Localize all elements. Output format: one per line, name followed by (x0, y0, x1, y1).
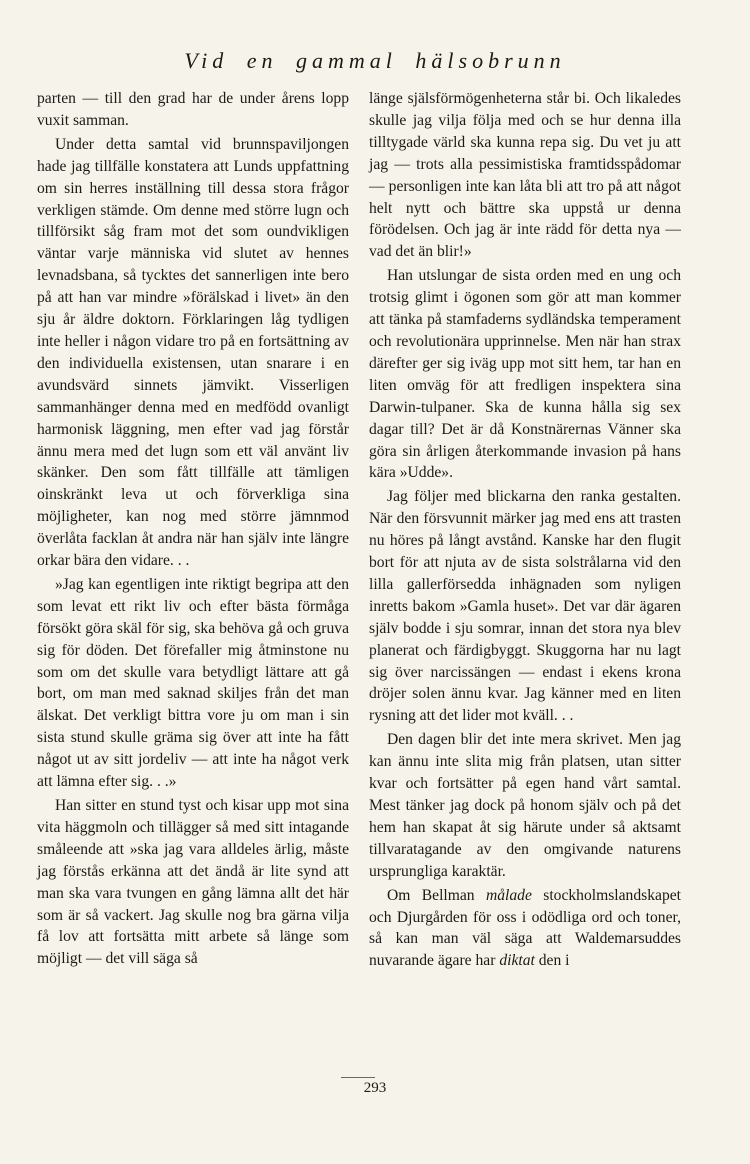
emphasis-malade: målade (485, 886, 532, 904)
running-head: Vid en gammal hälsobrunn (184, 48, 566, 73)
paragraph: parten — till den grad har de under årens lopp vuxit samman. (37, 90, 349, 129)
text-run: den i (534, 952, 570, 970)
paragraph: Den dagen blir det inte mera skrivet. Men jag kan ännu inte slita mig från platsen, utan sitter kvar och fortsätter på egen hand vårt samtal. Mest tänker jag dock på honom själv och på det hem han skapat åt sig härute under så aktsamt tillvaratagande av den omgivande naturens ursprungliga karaktär. (369, 731, 681, 880)
paragraph: Han sitter en stund tyst och kisar upp mot sina vita häggmoln och tillägger så med sitt intagande småleende att »ska jag vara alldeles ärlig, måste jag förstås erkänna att det ändå är lite synd att man ska vara tvungen en gång lämna allt det här som är så vackert. Jag skulle nog bra gärna vilja få lov att fortsätta mitt arbete så länge som möjligt — det vill säga så (37, 797, 349, 968)
paragraph: Jag följer med blickarna den ranka gestalten. När den försvunnit märker jag med ens att trasten nu höres på långt avstånd. Kanske har den flugit bort för att njuta av de sista solstrålarna vid den lilla gallerförsedda inhägnaden som nyligen inretts bakom »Gamla huset». Det var där ägaren själv bodde i sju somrar, innan det stora nya blev planerat och färdigbyggt. Skuggorna har nu lagt sig över narcissängen — endast i ekens krona dröjer solen ännu kvar. Jag känner med en liten rysning att det lider mot kväll. . . (369, 488, 681, 725)
paragraph (369, 885, 681, 973)
folio-rule (341, 1077, 375, 1078)
text-run: stockholmslandskapet och Djurgården för oss i odödliga ord och toner, så kan man väl säga att Waldemarsuddes nuvarande ägare har (369, 886, 681, 970)
right-column (369, 88, 681, 972)
text-run: Om Bellman (387, 886, 486, 904)
left-column (37, 88, 349, 970)
paragraph: Under detta samtal vid brunnspaviljongen hade jag tillfälle konstatera att Lunds uppfattning om sin herres inställning till dessa stora frågor verkligen stämde. Om denne med större lugn och tillförsikt såg fram mot det som oundvikligen väntar varje människa vid slutet av hennes levnadsbana, så tycktes det sannerligen inte bero på att han var mindre »förälskad i livet» än den sju år äldre doktorn. Förklaringen låg tydligen inte heller i någon vidare tro på en fortsättning av den individuella existensen, utan snarare i en avundsvärd sinnets jämvikt. Visserligen sammanhänger denna med en medfödd ovanligt harmonisk läggning, men efter vad jag förstår ännu mera med det lugn som ett väl använt liv skänker. Den som fått tillfälle att tämligen oinskränkt leva ut och förverkliga sina möjligheter, kan nog med större jämnmod överlåta facklan åt andra när han själv inte längre orkar bära den vidare. . . (37, 135, 349, 570)
page-number: 293 (363, 1080, 387, 1096)
emphasis-diktat: diktat (499, 952, 535, 970)
paragraph: »Jag kan egentligen inte riktigt begripa att den som levat ett rikt liv och efter bästa förmåga försökt göra skäl för sig, ska behöva gå och gruva sig för döden. Det förefaller mig åtminstone nu som om det skulle vara betydligt lättare att gå bort, om man med saknad skiljes från det man älskat. Det verkligt bittra vore ju om man i sin sista stund skulle gräma sig över att inte ha fått något ut av sitt jordeliv — att inte ha något verk att lämna efter sig. . .» (37, 575, 349, 791)
paragraph: Han utslungar de sista orden med en ung och trotsig glimt i ögonen som gör att man kommer att tänka på stamfaderns sydländska temperament och revolutionära upprinnelse. Men när han strax därefter ger sig iväg upp mot sitt hem, tar han en liten omväg för att fredligen inspektera sina Darwin-tulpaner. Ska de kunna hålla sig sex dagar till? Det är då Konstnärernas Vänner ska göra sin årligen återkommande invasion på hans kära »Udde». (369, 267, 681, 482)
paragraph: länge själsförmögenheterna står bi. Och likaledes skulle jag vilja följa med och se hur denna illa tilltygade värld ska kunna repa sig. Du vet ju att jag — trots alla pessimistiska framtidsspådomar — personligen inte kan låta bli att tro på att något helt nytt och bättre ska uppstå ur denna förödelsen. Och jag är inte rädd för detta nya — vad det än blir!» (369, 90, 681, 261)
